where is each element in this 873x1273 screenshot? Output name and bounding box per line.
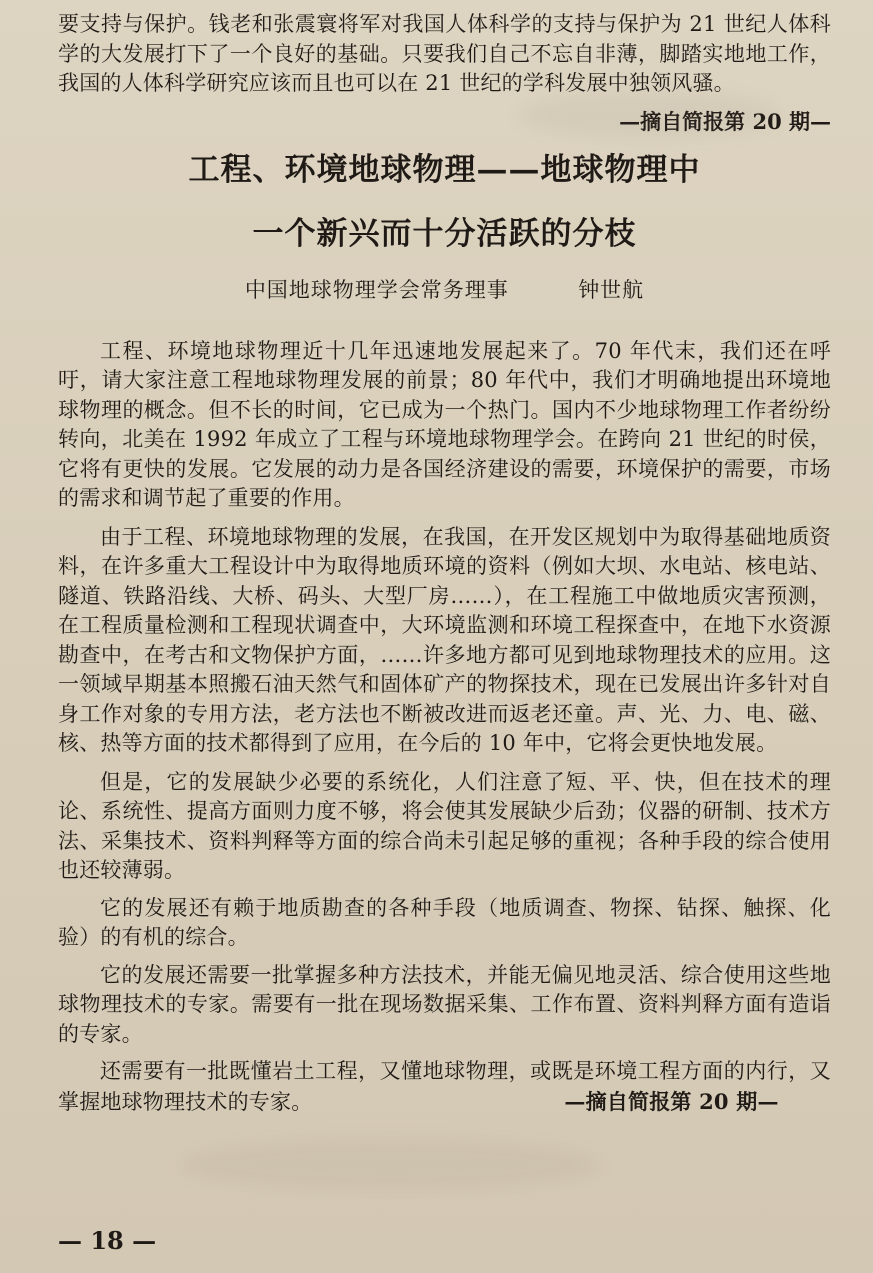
article-paragraph-6-text: 还需要有一批既懂岩土工程，又懂地球物理，或既是环境工程方面的内行，又掌握地球物理技术的专家。 — [58, 1059, 831, 1114]
intro-paragraph: 要支持与保护。钱老和张震寰将军对我国人体科学的支持与保护为 21 世纪人体科学的大发展打下了一个良好的基础。只要我们自己不忘自非薄，脚踏实地地工作，我国的人体科学研究应该而且也可以在 21 世纪的学科发展中独领风骚。 — [58, 12, 831, 95]
paper-stain-bottom — [180, 1140, 600, 1190]
article-paragraph-4: 它的发展还有赖于地质勘查的各种手段（地质调查、物探、钻探、触探、化验）的有机的综合。 — [58, 895, 831, 949]
article-title-line-1: 工程、环境地球物理——地球物理中 — [188, 151, 701, 188]
article-author — [58, 276, 831, 305]
article-paragraph-6 — [58, 1057, 831, 1117]
page-number: — 18 — — [58, 1226, 157, 1255]
article-paragraph-1: 工程、环境地球物理近十几年迅速地发展起来了。70 年代末，我们还在呼吁，请大家注意工程地球物理发展的前景；80 年代中，我们才明确地提出环境地球物理的概念。但不长的时间，它已成为一个热门。国内不少地球物理工作者纷纷转向，北美在 1992 年成立了工程与环境地球物理学会。在跨向 21 世纪的时侯，它将有更快的发展。它发展的动力是各国经济建设的需要，环境保护的需要，市场的需求和调节起了重要的作用。 — [58, 338, 831, 510]
article-paragraph-3: 但是，它的发展缺少必要的系统化，人们注意了短、平、快，但在技术的理论、系统性、提高方面则力度不够，将会使其发展缺少后劲；仪器的研制、技术方法、采集技术、资料判释等方面的综合尚未引起足够的重视；各种手段的综合使用也还较薄弱。 — [58, 769, 831, 882]
article-paragraph-2: 由于工程、环境地球物理的发展，在我国，在开发区规划中为取得基础地质资料，在许多重大工程设计中为取得地质环境的资料（例如大坝、水电站、核电站、隧道、铁路沿线、大桥、码头、大型厂房……），在工程施工中做地质灾害预测，在工程质量检测和工程现状调查中，大环境监测和环境工程探查中，在地下水资源勘查中，在考古和文物保护方面，……许多地方都可见到地球物理技术的应用。这一领域早期基本照搬石油天然气和固体矿产的物探技术，现在已发展出许多针对自身工作对象的专用方法，老方法也不断被改进而返老还童。声、光、力、电、磁、核、热等方面的技术都得到了应用，在今后的 10 年中，它将会更快地发展。 — [58, 524, 831, 755]
article-source: —摘自简报第 20 期— — [564, 1088, 779, 1114]
paper-stain-top — [520, 92, 780, 138]
article-section — [58, 150, 831, 1118]
article-paragraph-5: 它的发展还需要一批掌握多种方法技术，并能无偏见地灵活、综合使用这些地球物理技术的专家。需要有一批在现场数据采集、工作布置、资料判释方面有造诣的专家。 — [58, 962, 831, 1046]
author-name: 钟世航 — [578, 277, 645, 302]
article-title — [58, 150, 831, 254]
author-organization: 中国地球物理学会常务理事 — [244, 277, 509, 302]
article-title-line-2: 一个新兴而十分活跃的分枝 — [252, 215, 637, 252]
intro-source: —摘自简报第 20 期— — [619, 108, 831, 134]
